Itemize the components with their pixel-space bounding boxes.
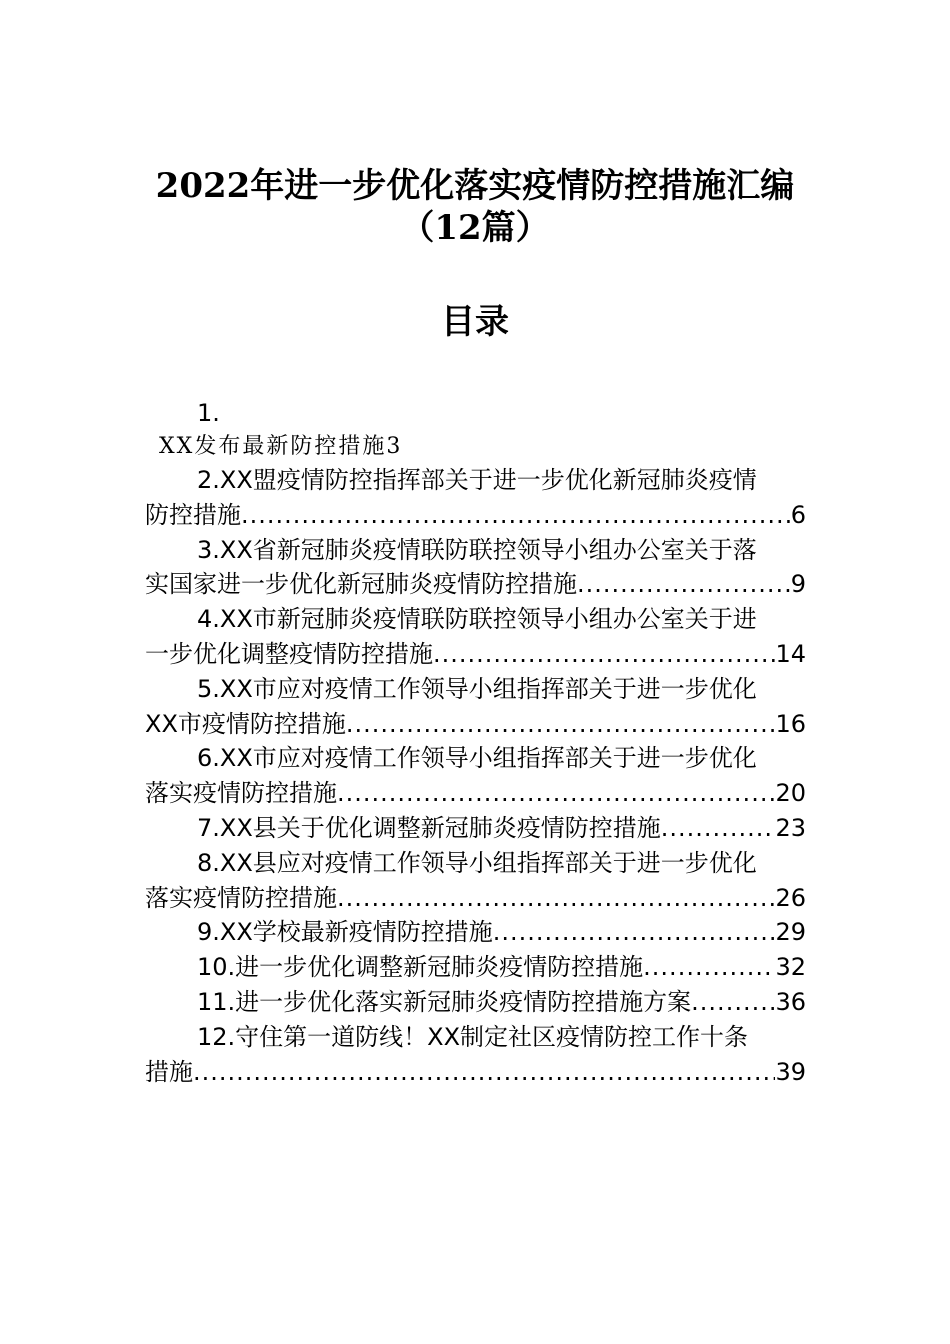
toc-entry-title: 3.XX省新冠肺炎疫情联防联控领导小组办公室关于落 xyxy=(197,535,757,564)
dot-leader xyxy=(661,811,776,846)
toc-entry[interactable] xyxy=(145,741,806,811)
toc-entry-title-tail: 10.进一步优化调整新冠肺炎疫情防控措施 xyxy=(197,953,644,982)
toc-entry-title-tail: 7.XX县关于优化调整新冠肺炎疫情防控措施 xyxy=(197,813,661,842)
dot-leader xyxy=(193,1055,775,1090)
toc-page-number: 14 xyxy=(775,639,806,668)
toc-entry-line xyxy=(145,915,806,950)
dot-leader xyxy=(493,915,776,950)
toc-entry[interactable] xyxy=(145,915,806,950)
toc-entry-line xyxy=(145,881,806,916)
toc-page-number: 16 xyxy=(775,709,806,738)
document-title: 2022年进一步优化落实疫情防控措施汇编 xyxy=(155,166,795,206)
toc-entry-line xyxy=(145,811,806,846)
toc-entry-line xyxy=(145,637,806,672)
toc-entry[interactable] xyxy=(145,672,806,742)
toc-entry[interactable] xyxy=(145,533,806,603)
toc-entry-title-tail: 11.进一步优化落实新冠肺炎疫情防控措施方案 xyxy=(197,987,692,1016)
toc-entry-title: 5.XX市应对疫情工作领导小组指挥部关于进一步优化 xyxy=(197,674,757,703)
toc-entry-number: 1. xyxy=(197,399,220,427)
toc-page-number: 29 xyxy=(775,918,806,947)
dot-leader xyxy=(691,985,775,1020)
toc-entry-line xyxy=(145,1055,806,1090)
toc-page-number: 6 xyxy=(790,500,806,529)
toc-entry[interactable] xyxy=(145,602,806,672)
toc-entry-title: 6.XX市应对疫情工作领导小组指挥部关于进一步优化 xyxy=(197,744,757,773)
dot-leader xyxy=(433,637,775,672)
toc-page-number: 36 xyxy=(775,987,806,1016)
dot-leader xyxy=(346,707,776,742)
toc-page-number: 20 xyxy=(775,779,806,808)
toc-entry-title: 12.守住第一道防线！XX制定社区疫情防控工作十条 xyxy=(197,1022,749,1051)
toc-entry-line xyxy=(145,498,806,533)
dot-leader xyxy=(643,950,775,985)
toc-entry-title: 8.XX县应对疫情工作领导小组指挥部关于进一步优化 xyxy=(197,848,757,877)
toc-entry-line xyxy=(145,950,806,985)
toc-entry-title: 2.XX盟疫情防控指挥部关于进一步优化新冠肺炎疫情 xyxy=(197,466,757,494)
toc-entry-line xyxy=(145,567,806,602)
toc-entry[interactable] xyxy=(145,950,806,985)
toc-page-number: 26 xyxy=(775,883,806,912)
toc-entry-line xyxy=(145,985,806,1020)
document-subtitle: （12篇） xyxy=(400,208,550,248)
toc-heading: 目录 xyxy=(441,302,509,342)
toc-entry-title-tail: 措施 xyxy=(145,1057,193,1086)
toc-page-number: 32 xyxy=(775,953,806,982)
dot-leader xyxy=(337,776,775,811)
toc-entry-title-tail: 实国家进一步优化新冠肺炎疫情防控措施 xyxy=(145,570,577,599)
dot-leader xyxy=(577,567,791,602)
toc-page-number: 9 xyxy=(790,570,806,599)
toc-page-number: 23 xyxy=(775,813,806,842)
toc-entry[interactable] xyxy=(145,985,806,1020)
toc-entry-list xyxy=(145,463,806,1089)
toc-entry[interactable] xyxy=(145,811,806,846)
toc-entry-title: 4.XX市新冠肺炎疫情联防联控领导小组办公室关于进 xyxy=(197,605,757,634)
dot-leader xyxy=(241,498,791,533)
toc-entry-title-tail: 落实疫情防控措施 xyxy=(145,883,337,912)
dot-leader xyxy=(337,881,775,916)
toc-entry-line xyxy=(145,707,806,742)
toc-entry[interactable] xyxy=(145,846,806,916)
toc-entry-title-tail: 一步优化调整疫情防控措施 xyxy=(145,639,433,668)
toc-entry[interactable] xyxy=(145,1020,806,1090)
toc-entry-title-tail: XX市疫情防控措施 xyxy=(145,709,346,738)
toc-entry-title-tail: 防控措施 xyxy=(145,500,241,529)
toc-entry-title-tail: 落实疫情防控措施 xyxy=(145,779,337,808)
toc-entry[interactable] xyxy=(145,463,806,533)
toc-page-number: 39 xyxy=(775,1057,806,1086)
toc-entry-text: XX发布最新防控措施3 xyxy=(159,434,403,459)
toc-entry-line xyxy=(145,776,806,811)
table-of-contents xyxy=(145,395,806,1089)
toc-entry-title-tail: 9.XX学校最新疫情防控措施 xyxy=(197,918,493,947)
